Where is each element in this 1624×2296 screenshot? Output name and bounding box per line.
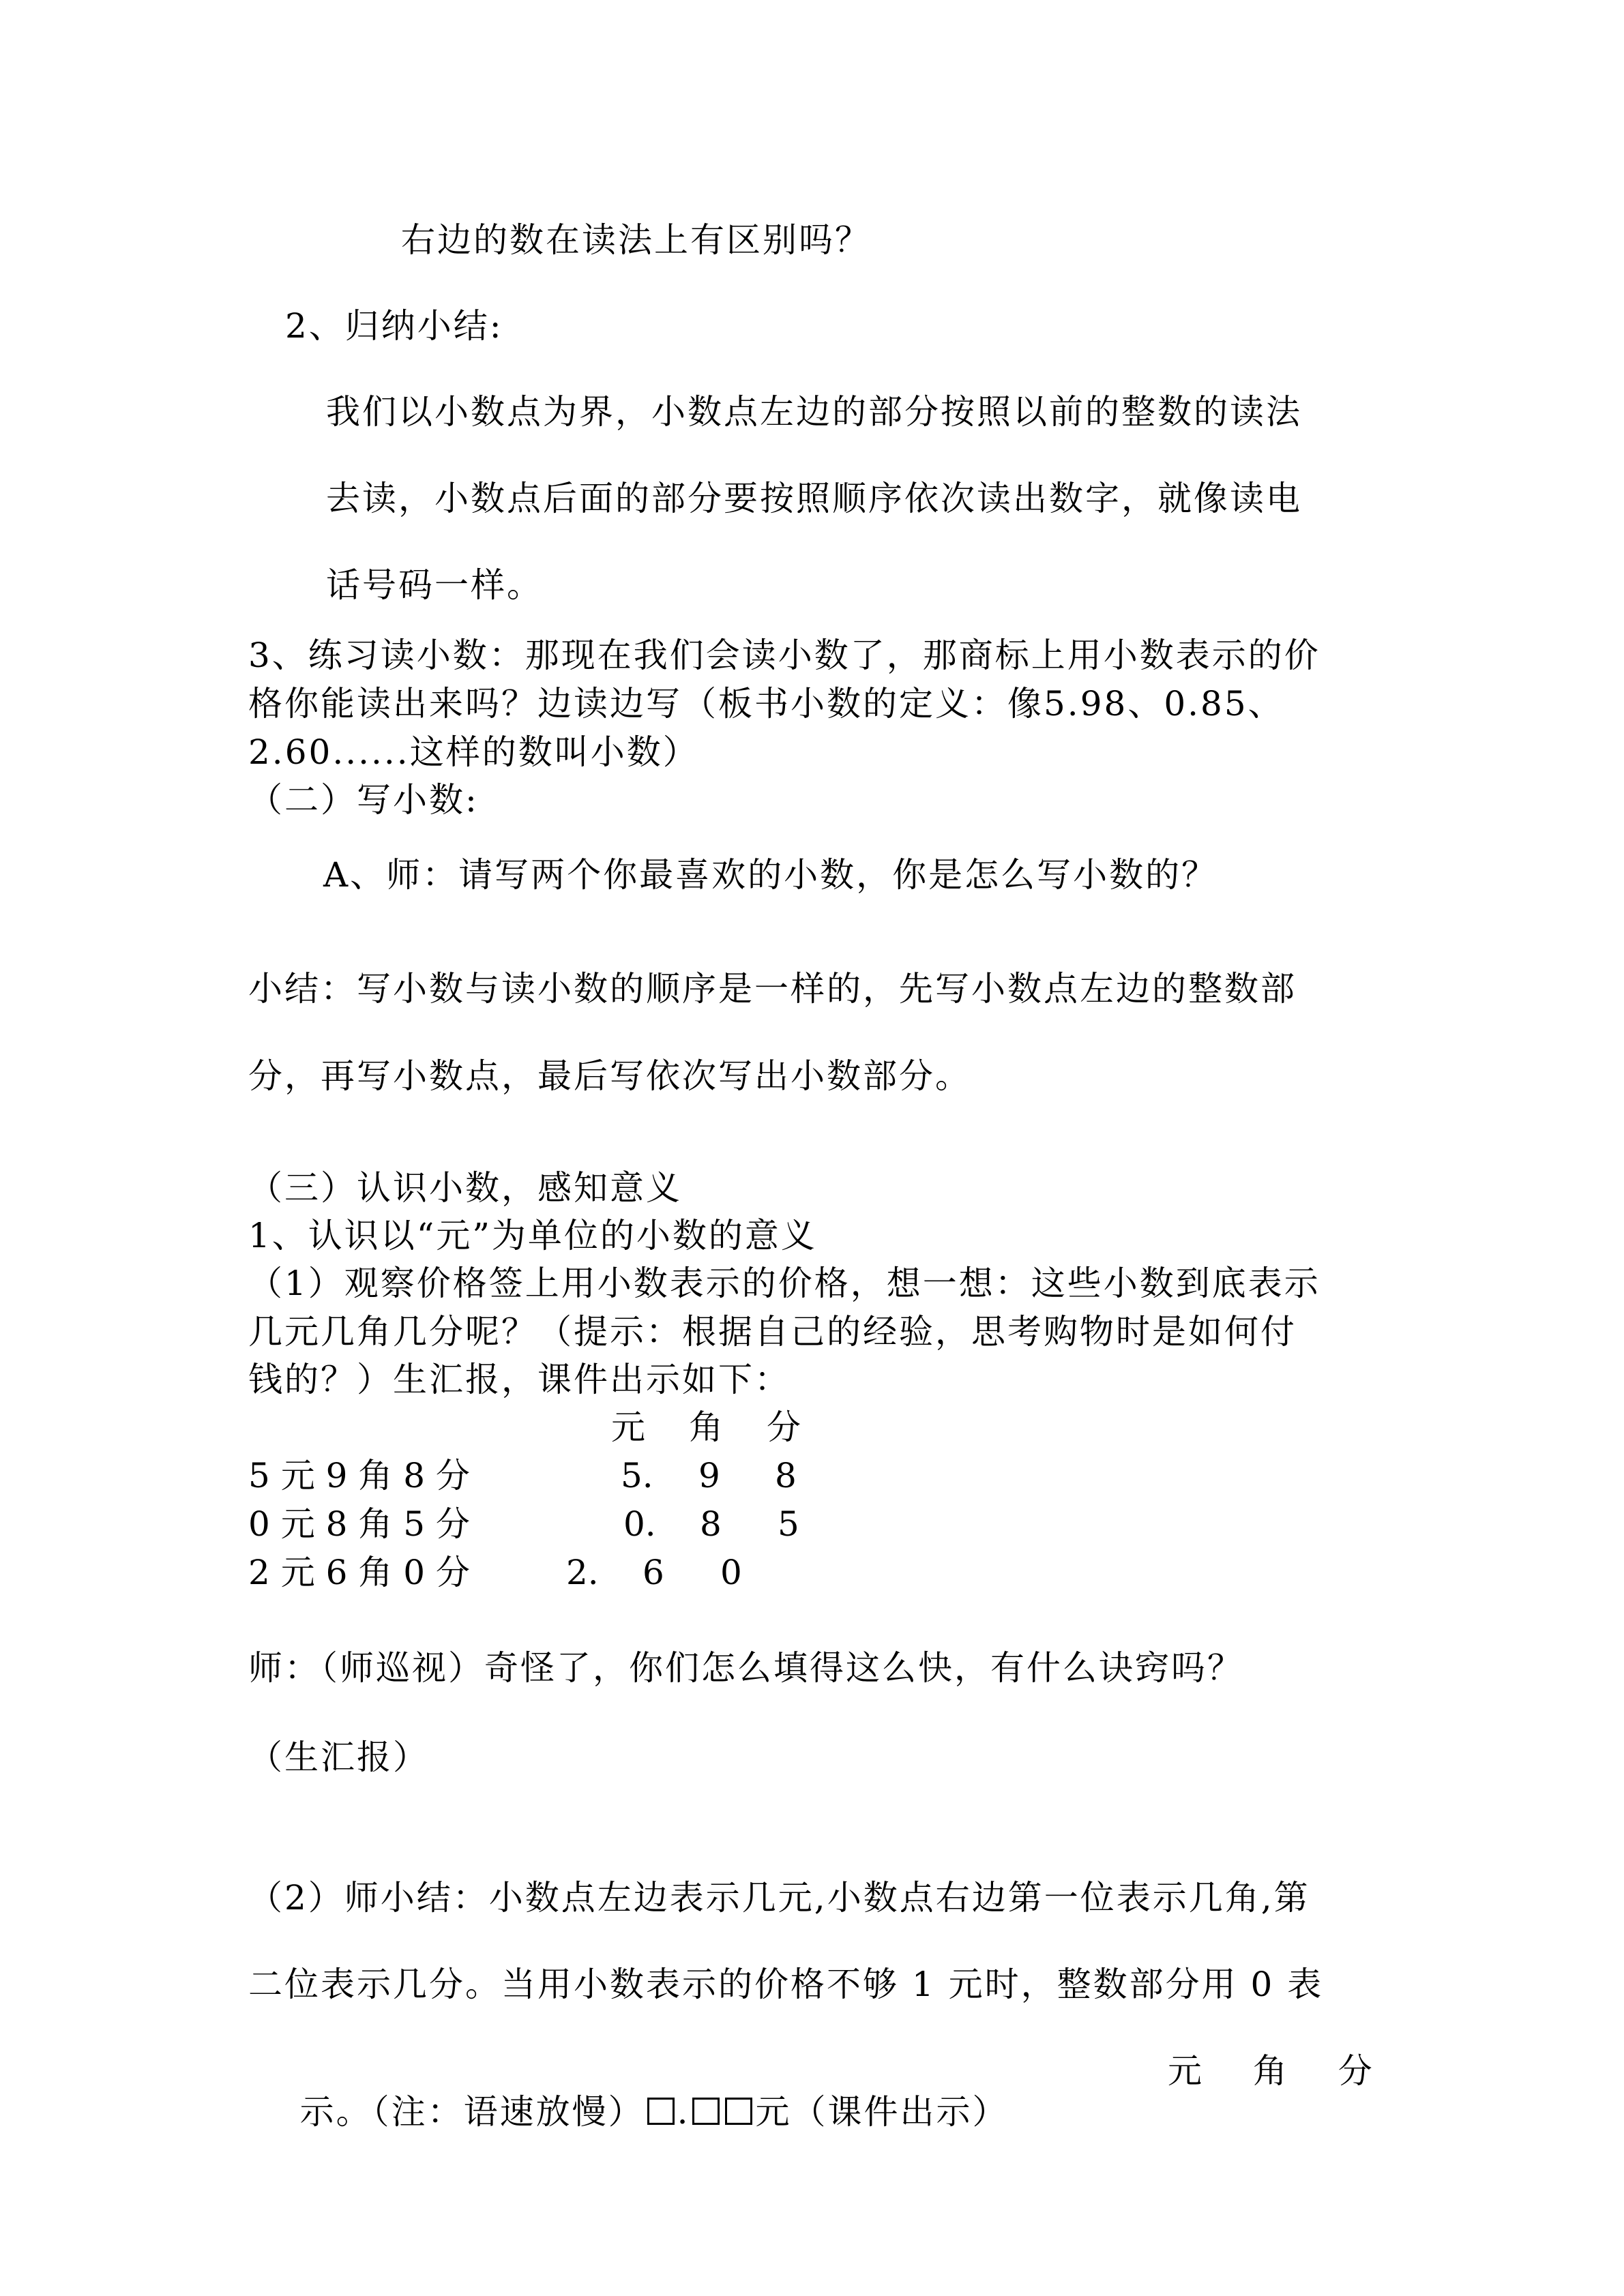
table-row-label: 2 元 6 角 0 分 xyxy=(248,1553,470,1592)
paragraph-line-with-boxes xyxy=(248,2051,1008,2173)
decimal-point-text: . xyxy=(677,2092,690,2132)
paragraph-line: 2.60......这样的数叫小数） xyxy=(248,732,699,772)
section-heading-write-decimals: （二）写小数: xyxy=(248,780,479,820)
paragraph-line: A、师：请写两个你最喜欢的小数，你是怎么写小数的？ xyxy=(323,855,1218,895)
table-header-jiao: 角 xyxy=(689,1407,723,1447)
paragraph-line: 二位表示几分。当用小数表示的价格不够 1 元时，整数部分用 0 表 xyxy=(248,1965,1324,2004)
unit-text: 元（课件出示） xyxy=(755,2092,1009,2132)
section-heading-understand-decimals: （三）认识小数，感知意义 xyxy=(248,1168,682,1208)
paragraph-line: 话号码一样。 xyxy=(326,565,543,605)
unit-header-text: 元 角 分 xyxy=(1168,2051,1374,2091)
table-header-yuan: 元 xyxy=(611,1407,645,1447)
table-cell-fen: 5 xyxy=(778,1504,799,1544)
blank-box-icon xyxy=(692,2098,720,2125)
paragraph-line: 几元几角几分呢？（提示：根据自己的经验，思考购物时是如何付 xyxy=(248,1312,1297,1352)
table-cell-jiao: 6 xyxy=(643,1553,664,1592)
paragraph-line: （2）师小结：小数点左边表示几元,小数点右边第一位表示几角,第 xyxy=(248,1878,1310,1918)
paragraph-line: 3、练习读小数：那现在我们会读小数了，那商标上用小数表示的价 xyxy=(248,636,1320,675)
section-heading-summary: 2、归纳小结: xyxy=(285,306,503,346)
paragraph-line: 师：（师巡视）奇怪了，你们怎么填得这么快，有什么诀窍吗？ xyxy=(248,1648,1243,1688)
paragraph-line: 分，再写小数点，最后写依次写出小数部分。 xyxy=(248,1056,971,1096)
table-header-fen: 分 xyxy=(767,1407,801,1447)
table-cell-fen: 8 xyxy=(775,1456,797,1495)
paragraph-line: 去读，小数点后面的部分要按照顺序依次读出数字，就像读电 xyxy=(326,479,1302,518)
paragraph-line: （1）观察价格签上用小数表示的价格，想一想：这些小数到底表示 xyxy=(248,1264,1320,1303)
table-row-label: 5 元 9 角 8 分 xyxy=(248,1456,470,1495)
paragraph-line: 1、认识以“元”为单位的小数的意义 xyxy=(248,1216,817,1255)
table-cell-yuan: 0. xyxy=(623,1504,656,1544)
paragraph-line: （生汇报） xyxy=(248,1738,429,1777)
blank-box-icon xyxy=(725,2098,752,2125)
note-text: 示。（注：语速放慢） xyxy=(299,2092,645,2132)
paragraph-line: 我们以小数点为界，小数点左边的部分按照以前的整数的读法 xyxy=(326,392,1302,432)
table-cell-yuan: 5. xyxy=(621,1456,653,1495)
paragraph-line: 小结：写小数与读小数的顺序是一样的，先写小数点左边的整数部 xyxy=(248,969,1297,1009)
paragraph-line: 格你能读出来吗？边读边写（板书小数的定义：像5.98、0.85、 xyxy=(248,684,1284,724)
paragraph-line: 钱的？）生汇报，课件出示如下： xyxy=(248,1360,791,1399)
table-row-label: 0 元 8 角 5 分 xyxy=(248,1504,470,1544)
question-text: 右边的数在读法上有区别吗？ xyxy=(401,220,871,260)
blank-box-icon xyxy=(647,2098,675,2125)
table-cell-jiao: 9 xyxy=(698,1456,720,1495)
table-cell-fen: 0 xyxy=(720,1553,742,1592)
table-cell-yuan: 2. xyxy=(566,1553,599,1592)
table-cell-jiao: 8 xyxy=(700,1504,722,1544)
